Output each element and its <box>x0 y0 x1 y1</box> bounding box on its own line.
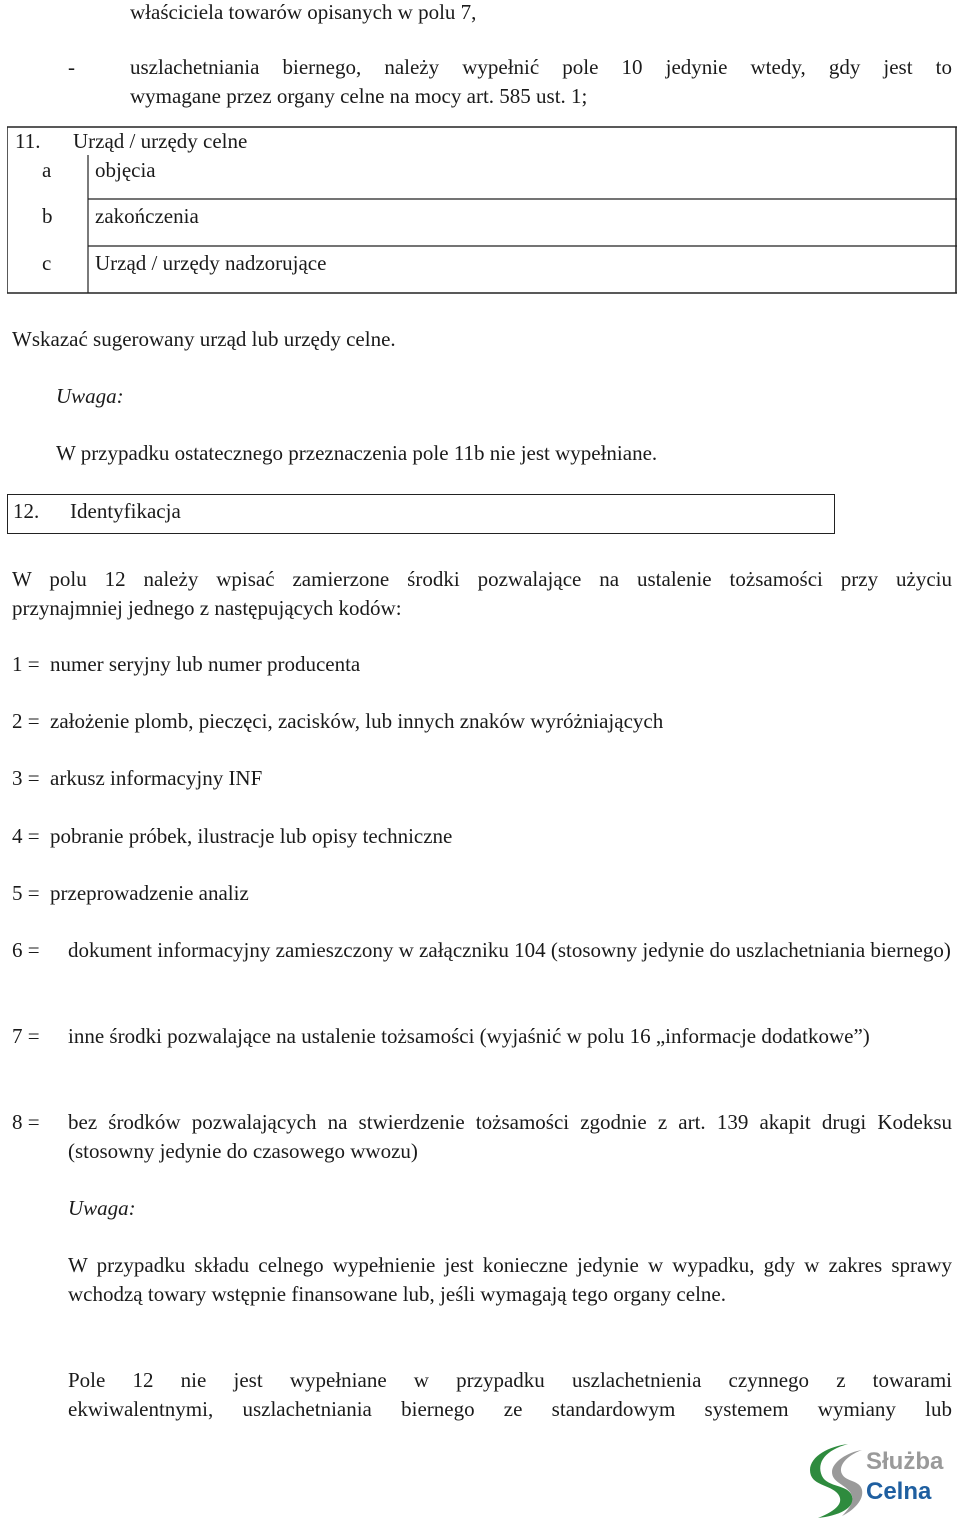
code-text: arkusz informacyjny INF <box>50 766 263 790</box>
logo-text-line2: Celna <box>866 1478 932 1505</box>
code-text: dokument informacyjny zamieszczony w załączniku 104 (stosowny jedynie do uszlachetniania biernego) <box>68 938 951 962</box>
code-item-7 <box>12 1022 952 1051</box>
field-11-number: 11. <box>15 129 41 153</box>
code-text: założenie plomb, pieczęci, zacisków, lub innych znaków wyróżniających <box>50 709 664 733</box>
field-12-number: 12. <box>13 499 40 523</box>
code-text: inne środki pozwalające na ustalenie tożsamości (wyjaśnić w polu 16 „informacje dodatkowe”) <box>68 1024 870 1048</box>
logo-text-line1: Służba <box>866 1448 944 1475</box>
code-number: 1 = <box>12 652 40 676</box>
field-11-a-letter: a <box>42 158 52 182</box>
field-12-title: Identyfikacja <box>70 499 181 523</box>
dash-marker: - <box>68 55 75 79</box>
code-number: 3 = <box>12 766 40 790</box>
field-12-intro-line1: W polu 12 należy wpisać zamierzone środki pozwalające na ustalenie tożsamości przy użyciu <box>12 567 952 591</box>
code-number: 6 = <box>12 938 40 962</box>
top-line-2a: uszlachetniania biernego, należy wypełnić pole 10 jedynie wtedy, gdy jest to <box>130 55 952 79</box>
field-11-note-label: Uwaga: <box>56 384 124 408</box>
logo-emblem-icon <box>808 1440 866 1520</box>
code-text: pobranie próbek, ilustracje lub opisy techniczne <box>50 824 453 848</box>
field-11-b-letter: b <box>42 204 53 228</box>
code-number: 7 = <box>12 1024 40 1048</box>
code-text: numer seryjny lub numer producenta <box>50 652 361 676</box>
code-number: 4 = <box>12 824 40 848</box>
field-11-note-text: W przypadku ostatecznego przeznaczenia pole 11b nie jest wypełniane. <box>56 441 658 465</box>
code-item-4 <box>12 822 952 851</box>
code-number: 2 = <box>12 709 40 733</box>
field-11-b-label: zakończenia <box>95 204 199 228</box>
code-item-8 <box>12 1108 952 1166</box>
field-12-note-label: Uwaga: <box>68 1196 136 1220</box>
code-number: 8 = <box>12 1110 40 1134</box>
field-11-c-label: Urząd / urzędy nadzorujące <box>95 251 327 275</box>
field-11-a-label: objęcia <box>95 158 156 182</box>
field-11-title: Urząd / urzędy celne <box>73 129 248 153</box>
field-12-box <box>7 494 835 534</box>
field-11-box <box>7 125 957 295</box>
field-12-note-paragraph-2a: Pole 12 nie jest wypełniane w przypadku uszlachetnienia czynnego z towarami <box>68 1368 952 1392</box>
code-item-5 <box>12 879 952 908</box>
top-line-2b: wymagane przez organy celne na mocy art. 585 ust. 1; <box>130 84 588 108</box>
code-item-3 <box>12 764 952 793</box>
field-11-c-letter: c <box>42 251 52 275</box>
top-line-1: właściciela towarów opisanych w polu 7, <box>130 0 477 24</box>
sluzba-celna-logo <box>808 1440 958 1520</box>
code-item-2 <box>12 707 952 736</box>
field-11-instruction: Wskazać sugerowany urząd lub urzędy celne. <box>12 327 396 351</box>
code-text: przeprowadzenie analiz <box>50 881 249 905</box>
code-item-1 <box>12 650 952 679</box>
code-item-6 <box>12 936 952 965</box>
field-12-note-paragraph-2b: ekwiwalentnymi, uszlachetniania biernego ze standardowym systemem wymiany lub <box>68 1397 952 1421</box>
code-number: 5 = <box>12 881 40 905</box>
field-12-note-paragraph-1: W przypadku składu celnego wypełnienie jest konieczne jedynie w wypadku, gdy w zakres sprawy wchodzą towary wstępnie finansowane lub, jeśli wymagają tego organy celne. <box>68 1253 952 1306</box>
code-text: bez środków pozwalających na stwierdzenie tożsamości zgodnie z art. 139 akapit drugi Kodeksu (stosowny jedynie do czasowego wwozu) <box>68 1110 952 1163</box>
field-12-intro-line2: przynajmniej jednego z następujących kodów: <box>12 596 402 620</box>
